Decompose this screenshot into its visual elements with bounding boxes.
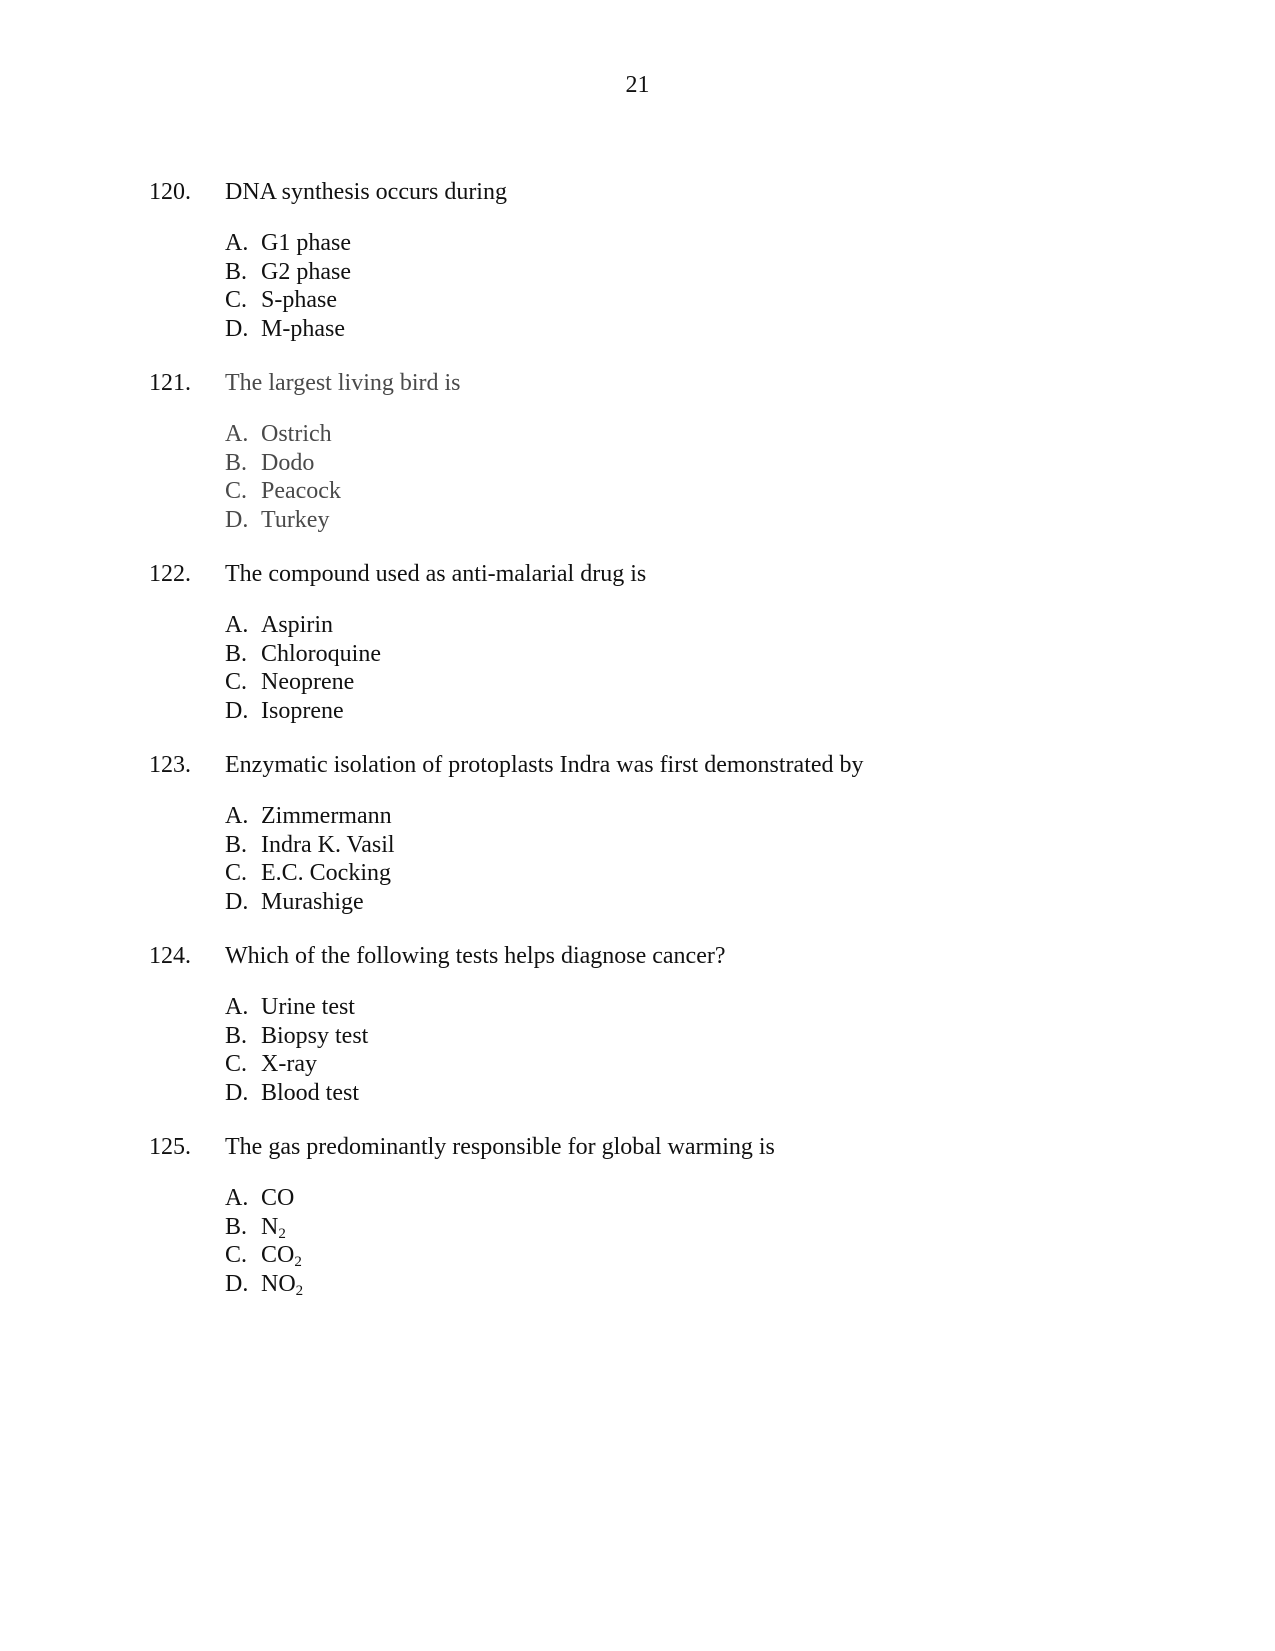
option-d	[225, 1079, 1149, 1108]
option-text: Neoprene	[261, 669, 355, 696]
option-text: CO	[261, 1242, 295, 1269]
question-122	[149, 558, 1149, 726]
question-stem	[149, 558, 1149, 590]
option-letter: B.	[225, 258, 248, 285]
option-b	[225, 640, 1149, 669]
option-letter: D.	[225, 507, 249, 534]
option-letter: C.	[225, 1051, 248, 1078]
option-c	[225, 477, 1149, 506]
page-number: 21	[625, 72, 650, 98]
option-letter: A.	[225, 421, 249, 447]
question-text: The largest living bird is	[225, 370, 461, 396]
option-text: Peacock	[261, 478, 341, 505]
option-text: E.C. Cocking	[261, 860, 391, 887]
option-text: CO	[261, 1185, 295, 1211]
option-a	[225, 1184, 1149, 1213]
option-text: Zimmermann	[261, 803, 392, 829]
option-letter: B.	[225, 1022, 248, 1049]
option-c	[225, 286, 1149, 315]
option-letter: D.	[225, 1271, 249, 1298]
option-letter: C.	[225, 669, 248, 696]
question-123	[149, 749, 1149, 917]
question-number: 124.	[149, 943, 191, 969]
option-text: M-phase	[261, 316, 345, 343]
option-text: Murashige	[261, 889, 364, 916]
option-text: Urine test	[261, 994, 355, 1020]
option-d	[225, 1270, 1149, 1299]
option-c	[225, 668, 1149, 697]
option-c	[225, 1050, 1149, 1079]
question-text: Which of the following tests helps diagnose cancer?	[225, 943, 726, 969]
question-number: 125.	[149, 1134, 191, 1160]
question-number: 120.	[149, 179, 191, 205]
question-number: 122.	[149, 561, 191, 587]
option-letter: D.	[225, 316, 249, 343]
option-letter: C.	[225, 860, 248, 887]
option-b	[225, 1022, 1149, 1051]
option-letter: A.	[225, 994, 249, 1020]
option-list	[225, 802, 1149, 917]
option-text: X-ray	[261, 1051, 317, 1078]
question-121	[149, 367, 1149, 535]
option-letter: B.	[225, 1213, 248, 1240]
option-a	[225, 611, 1149, 640]
option-text: G1 phase	[261, 230, 351, 256]
option-letter: D.	[225, 889, 249, 916]
option-letter: A.	[225, 1185, 249, 1211]
option-text: Ostrich	[261, 421, 332, 447]
option-letter: A.	[225, 612, 249, 638]
option-d	[225, 697, 1149, 726]
question-number: 123.	[149, 752, 191, 778]
option-b	[225, 831, 1149, 860]
option-list	[225, 420, 1149, 535]
option-a	[225, 420, 1149, 449]
question-124	[149, 940, 1149, 1108]
option-d	[225, 315, 1149, 344]
option-letter: B.	[225, 640, 248, 667]
option-text: N	[261, 1213, 279, 1240]
option-b	[225, 449, 1149, 478]
option-list	[225, 229, 1149, 344]
question-stem	[149, 940, 1149, 972]
option-b	[225, 258, 1149, 287]
option-text: Dodo	[261, 449, 315, 476]
option-list	[225, 1184, 1149, 1299]
question-stem	[149, 749, 1149, 781]
question-text: The compound used as anti-malarial drug is	[225, 561, 647, 587]
option-text: NO	[261, 1271, 296, 1298]
option-text: Indra K. Vasil	[261, 831, 395, 858]
question-125	[149, 1131, 1149, 1299]
option-a	[225, 802, 1149, 831]
option-letter: C.	[225, 287, 248, 314]
option-text: Chloroquine	[261, 640, 381, 667]
option-d	[225, 506, 1149, 535]
question-120	[149, 176, 1149, 344]
option-text: Blood test	[261, 1080, 360, 1107]
question-stem	[149, 1131, 1149, 1163]
option-letter: D.	[225, 698, 249, 725]
question-text: The gas predominantly responsible for global warming is	[225, 1134, 775, 1160]
question-stem	[149, 367, 1149, 399]
option-list	[225, 611, 1149, 726]
option-letter: B.	[225, 831, 248, 858]
option-letter: D.	[225, 1080, 249, 1107]
option-subscript: 2	[295, 1283, 304, 1300]
option-subscript: 2	[278, 1225, 286, 1242]
option-c	[225, 1241, 1149, 1270]
option-letter: A.	[225, 230, 249, 256]
question-number: 121.	[149, 370, 191, 396]
option-list	[225, 993, 1149, 1108]
option-text: Aspirin	[261, 612, 333, 638]
question-text: DNA synthesis occurs during	[225, 179, 507, 205]
option-letter: B.	[225, 449, 248, 476]
option-text: Biopsy test	[261, 1022, 369, 1049]
question-text: Enzymatic isolation of protoplasts Indra was first demonstrated by	[225, 752, 864, 778]
option-letter: C.	[225, 1242, 248, 1269]
option-text: Turkey	[261, 507, 330, 534]
option-text: G2 phase	[261, 258, 351, 285]
question-stem	[149, 176, 1149, 208]
option-text: S-phase	[261, 287, 337, 314]
option-b	[225, 1213, 1149, 1242]
option-letter: A.	[225, 803, 249, 829]
option-c	[225, 859, 1149, 888]
option-letter: C.	[225, 478, 248, 505]
option-subscript: 2	[294, 1254, 302, 1271]
option-a	[225, 229, 1149, 258]
option-d	[225, 888, 1149, 917]
option-a	[225, 993, 1149, 1022]
option-text: Isoprene	[261, 698, 344, 725]
